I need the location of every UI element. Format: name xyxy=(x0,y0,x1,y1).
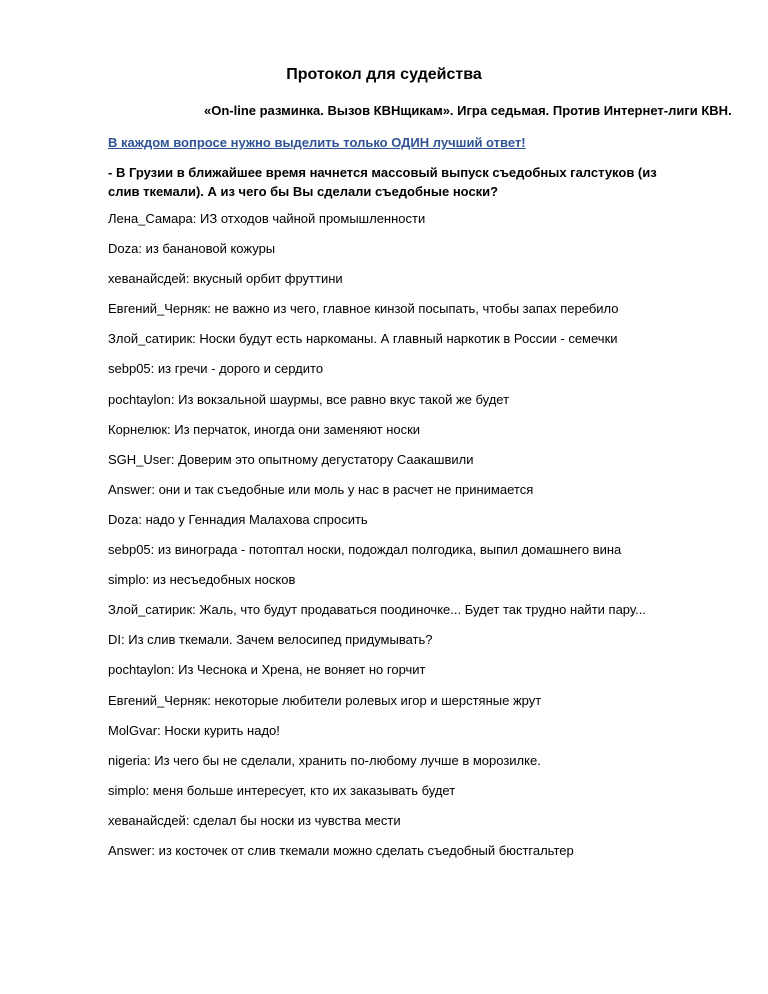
answer-item: SGH_User: Доверим это опытному дегустатору Саакашвили xyxy=(108,451,474,467)
answer-item: Лена_Самара: ИЗ отходов чайной промышленности xyxy=(108,211,426,226)
question-text: - В Грузии в ближайшее время начнется массовый выпуск съедобных галстуков (из слив ткемали). А из чего бы Вы сделали съедобные носки? xyxy=(108,165,657,199)
answer-item: simplo: меня больше интересует, кто их заказывать будет xyxy=(108,782,456,798)
answer-item: pochtaylon: Из Чеснока и Хрена, не воняет но горчит xyxy=(108,662,426,678)
answer-item: Евгений_Черняк: некоторые любители ролевых игор и шерстяные жрут xyxy=(108,692,542,708)
judging-instruction: В каждом вопросе нужно выделить только ОДИН лучший ответ! xyxy=(108,135,526,150)
answer-item: Answer: они и так съедобные или моль у нас в расчет не принимается xyxy=(108,481,534,497)
answer-item: DI: Из слив ткемали. Зачем велосипед придумывать? xyxy=(108,632,433,648)
answer-item: Doza: из банановой кожуры xyxy=(108,241,276,257)
answer-item: nigeria: Из чего бы не сделали, хранить по-любому лучше в морозилке. xyxy=(108,752,541,768)
page-title: Протокол для судейства xyxy=(286,66,482,83)
answer-item: хеванайсдей: сделал бы носки из чувства мести xyxy=(108,812,401,828)
answer-item: Евгений_Черняк: не важно из чего, главное кинзой посыпать, чтобы запах перебило xyxy=(108,301,619,317)
answer-item: Корнелюк: Из перчаток, иногда они заменяют носки xyxy=(108,421,421,437)
page-subtitle: «On-line разминка. Вызов КВНщикам». Игра седьмая. Против Интернет-лиги КВН. xyxy=(204,103,732,118)
answer-item: pochtaylon: Из вокзальной шаурмы, все равно вкус такой же будет xyxy=(108,391,510,407)
answer-item: Злой_сатирик: Носки будут есть наркоманы. А главный наркотик в России - семечки xyxy=(108,331,618,347)
answer-item: Злой_сатирик: Жаль, что будут продаваться поодиночке... Будет так трудно найти пару... xyxy=(108,602,646,618)
answer-item: Answer: из косточек от слив ткемали можно сделать съедобный бюстгальтер xyxy=(108,842,574,858)
answer-list xyxy=(108,211,708,873)
answer-item: хеванайсдей: вкусный орбит фруттини xyxy=(108,271,343,287)
answer-item: Doza: надо у Геннадия Малахова спросить xyxy=(108,511,368,527)
answer-item: MolGvar: Носки курить надо! xyxy=(108,722,280,738)
answer-item: sebp05: из гречи - дорого и сердито xyxy=(108,361,324,377)
answer-item: sebp05: из винограда - потоптал носки, подождал полгодика, выпил домашнего вина xyxy=(108,542,622,558)
answer-item: simplo: из несъедобных носков xyxy=(108,572,296,588)
